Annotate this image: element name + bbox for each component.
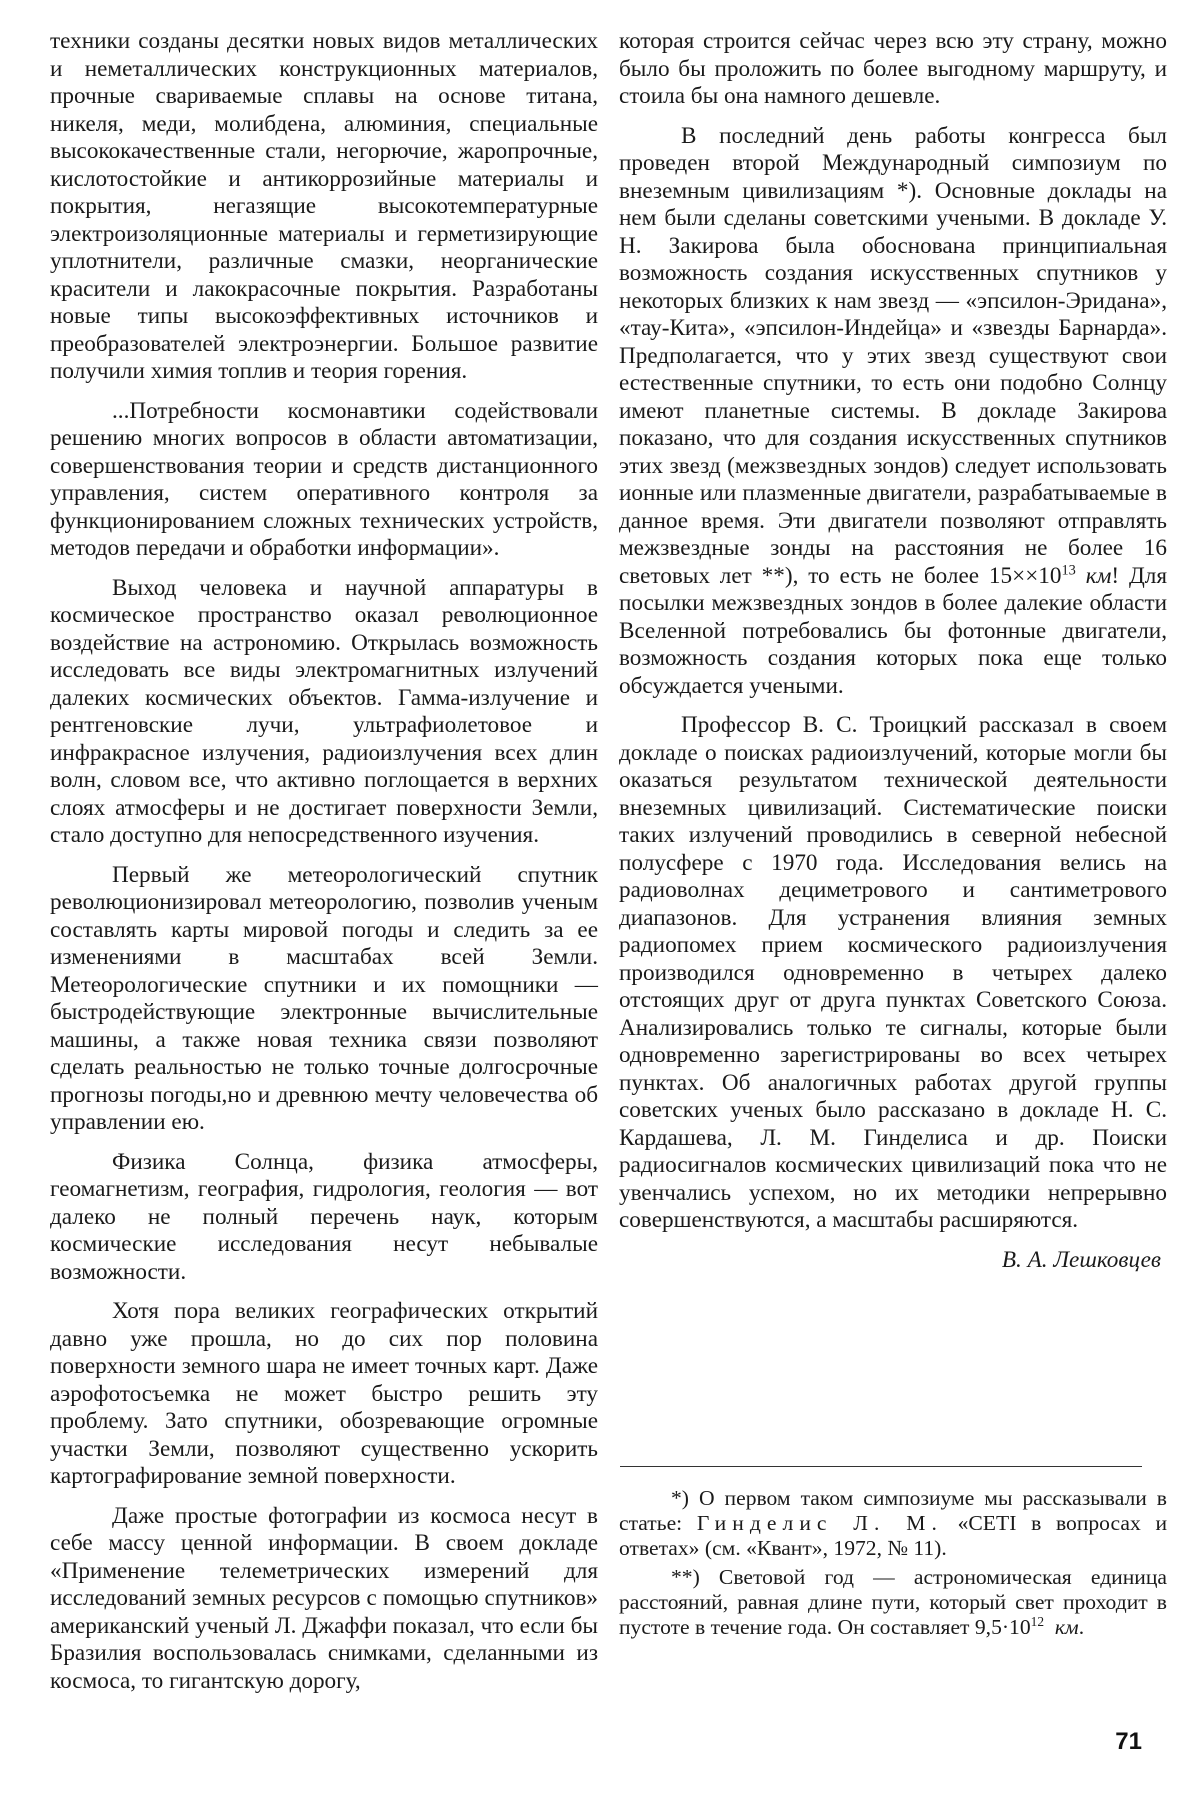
paragraph-astronomy: Выход человека и научной аппаратуры в космическое пространство оказал революционное воздействие на астрономию. Открылась возможность исследовать все виды электромагнитных излучений далеких космических объектов. Гамма-излучение и рентгеновские лучи, ультрафиолетовое и инфракрасное излучения, радиоизлучения всех длин волн, словом все, что активно поглощается в верхних слоях атмосферы и не достигает поверхности Земли, стало доступно для непосредственного изучения. [50,574,598,848]
paragraph-symposium [619,123,1167,701]
paragraph-photography: Даже простые фотографии из космоса несут в себе массу ценной информации. В своем докладе «Применение телеметрических измерений для исследований земных ресурсов с помощью спутников» американский ученый Л. Джаффи показал, что если бы Бразилия воспользовалась снимками, сделанными из космоса, то гигантскую дорогу, [50,1502,598,1694]
footnote-2-power: 12 [1030,1613,1045,1629]
footnote-1 [619,1486,1167,1561]
footnote-divider [620,1466,1142,1467]
paragraph-meteorology: Первый же метеорологический спутник революционизировал метеорологию, позволив ученым составлять карты мировой погоды и следить за ее изменениями в масштабах всей Земли. Метеорологические спутники и их помощники — быстродействующие электронные вычислительные машины, а также новая техника связи позволяют сделать реальностью не только точные долгосрочные прогнозы погоды,но и древнюю мечту человечества об управлении ею. [50,861,598,1135]
paragraph-materials: техники созданы десятки новых видов металлических и неметаллических конструкционных материалов, прочные свариваемые сплавы на основе титана, никеля, меди, молибдена, алюминия, специальные высококачественные стали, негорючие, жаропрочные, кислотостойкие и антикоррозийные материалы и покрытия, негазящие высокотемпературные электроизоляционные материалы и герметизирующие уплотнители, различные смазки, неорганические красители и лакокрасочные покрытия. Разработаны новые типы высокоэффективных источников и преобразователей электроэнергии. Большое развитие получили химия топлив и теория горения. [50,28,598,384]
footnote-1-end: «CETI в вопросах и ответах» (см. «Квант», 1972, № 11). [619,1511,1168,1560]
footnote-2-start: **) Световой год — астрономическая единица расстояний, равная длине пути, который свет проходит в пустоте в течение года. Он составляет 9,5·10 [619,1565,1167,1639]
symposium-text-end: ! Для посылки межзвездных зондов в более далекие области Вселенной потребовались бы фотонные двигатели, возможность создания которых пока еще только обсуждается учеными. [619,562,1168,699]
footnote-2-end: . [1078,1615,1085,1639]
paragraph-geography: Хотя пора великих географических открытий давно уже прошла, но до сих пор половина поверхности земного шара не имеет точных карт. Даже аэрофотосъемка не может быстро решить эту проблему. Зато спутники, обозревающие огромные участки Земли, позволяют существенно ускорить картографирование земной поверхности. [50,1298,598,1489]
unit-km: км [1085,562,1112,589]
paragraph-sciences: Физика Солнца, физика атмосферы, геомагнетизм, география, гидрология, геология — вот далеко не полный перечень наук, которым космические исследования несут небывалые возможности. [50,1148,598,1285]
exponent-power: 13 [1061,561,1076,578]
symposium-text: В последний день работы конгресса был проведен второй Международный симпозиум по внеземным цивилизациям *). Основные доклады на нем были сделаны советскими учеными. В докладе У. Н. Закирова была обоснована принципиальная возможность создания искусственных спутников у некоторых близких к нам звезд — «эпсилон-Эридана», «тау-Кита», «эпсилон-Индейца» и «звезды Барнарда». Предполагается, что у этих звезд существуют свои естественные спутники, то есть они подобно Солнцу имеют планетные системы. В докладе Закирова показано, что для создания искусственных спутников этих звезд (межзвездных зондов) следует использовать ионные или плазменные двигатели, разрабатываемые в данное время. Эти двигатели позволяют отправлять межзвездные зонды на расстояния не более 16 световых лет **), то есть не более 15× [619,122,1167,589]
right-column [619,28,1167,1274]
footnote-2 [619,1565,1167,1640]
exponent-base: ×10 [1025,562,1062,589]
page-number: 71 [1115,1728,1142,1755]
footnote-1-start: *) О первом таком симпозиуме мы рассказывали в статье: [619,1486,1167,1535]
footnote-2-unit: км [1054,1615,1079,1639]
footnotes [619,1486,1167,1644]
author-signature: В. А. Лешковцев [1001,1246,1161,1273]
left-column [50,28,598,1695]
paragraph-troitsky: Профессор В. С. Троицкий рассказал в своем докладе о поисках радиоизлучений, которые могли бы оказаться результатом технической деятельности внеземных цивилизаций. Систематические поиски таких излучений проводились в северной небесной полусфере с 1970 года. Исследования велись на радиоволнах дециметрового и сантиметрового диапазонов. Для устранения влияния земных радиопомех прием космического радиоизлучения производился одновременно в четырех далеко отстоящих друг от друга пунктах Советского Союза. Анализировались только те сигналы, которые были одновременно зарегистрированы во всех четырех пунктах. Об аналогичных работах другой группы советских ученых было рассказано в докладе Н. С. Кардашева, Л. М. Гинделиса и др. Поиски радиосигналов космических цивилизаций пока что не увенчались успехом, но их методики непрерывно совершенствуются, а масштабы расширяются. [619,712,1167,1233]
paragraph-cosmonautics-needs: ...Потребности космонавтики содействовали решению многих вопросов в области автоматизации, совершенствования теории и средств дистанционного управления, систем оперативного контроля за функционированием сложных технических устройств, методов передачи и обработки информации». [50,397,598,561]
paragraph-road: которая строится сейчас через всю эту страну, можно было бы проложить по более выгодному маршруту, и стоила бы она намного дешевле. [619,28,1167,109]
footnote-1-author: Гинделис Л. М. [696,1511,943,1535]
